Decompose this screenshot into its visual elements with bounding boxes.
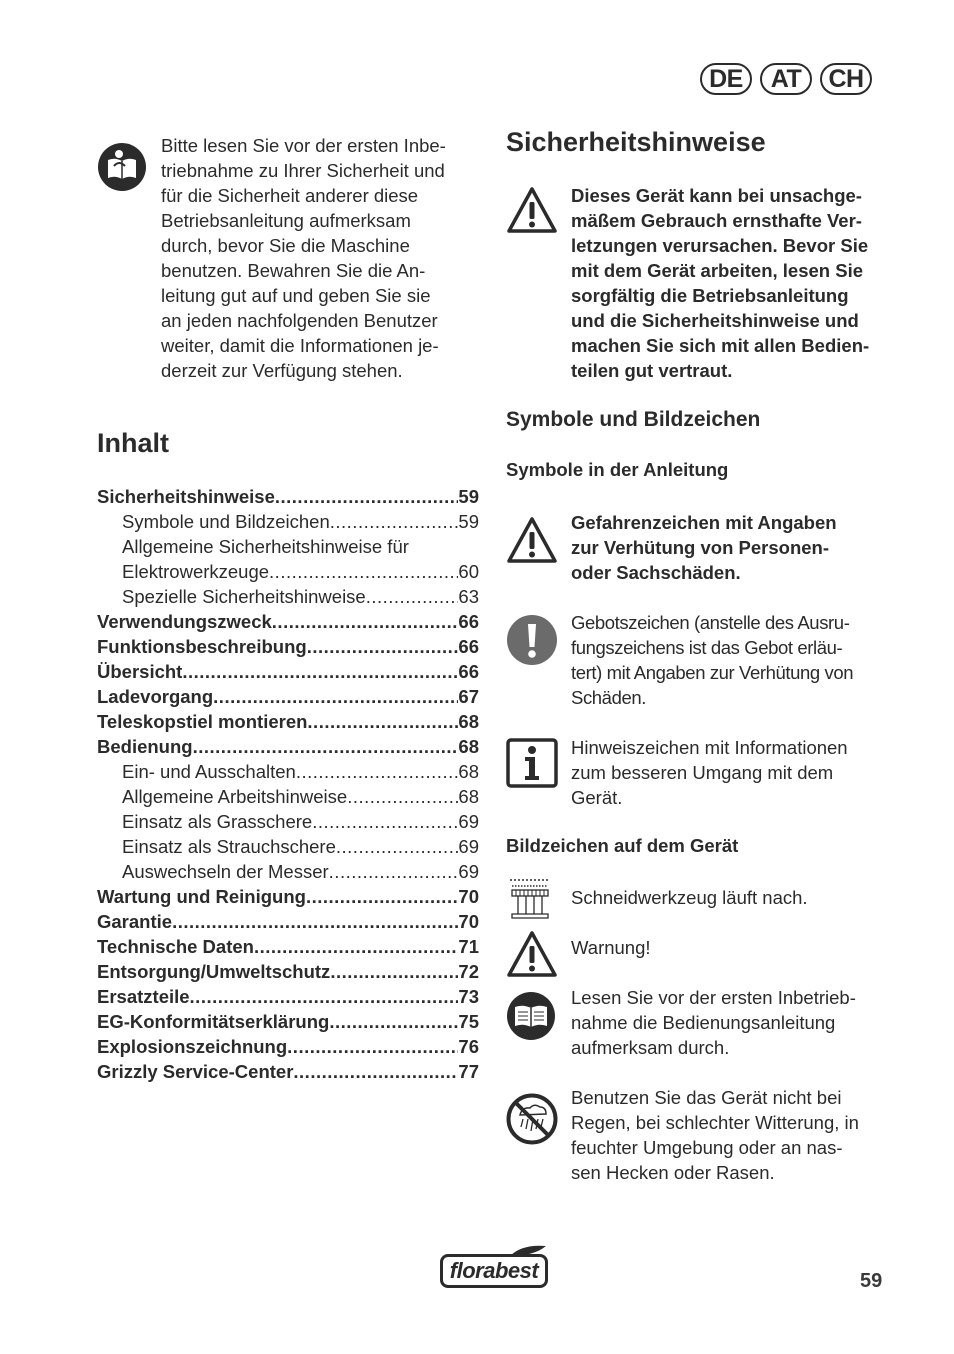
toc-entry	[97, 484, 479, 509]
toc-entry	[97, 734, 479, 759]
toc-entry	[97, 609, 479, 634]
danger-description	[571, 510, 901, 585]
toc-entry	[97, 984, 479, 1009]
toc-entry	[97, 534, 479, 559]
toc-entry-page: 59	[458, 511, 479, 532]
toc-entry-page: 73	[458, 986, 479, 1007]
toc-entry-page: 68	[458, 736, 479, 757]
toc-entry-page: 76	[458, 1036, 479, 1057]
info-line: Hinweiszeichen mit Informationen	[571, 737, 848, 758]
page-number: 59	[860, 1270, 883, 1292]
toc-entry-page: 70	[458, 886, 479, 907]
intro-line: derzeit zur Verfügung stehen.	[161, 360, 403, 381]
toc-entry-label: Entsorgung/Umweltschutz	[97, 961, 331, 982]
toc-entry-label: Teleskopstiel montieren	[97, 711, 308, 732]
country-badge-ch: CH	[820, 63, 872, 95]
toc-entry-page: 69	[458, 861, 479, 882]
intro-line: Betriebsanleitung aufmerksam	[161, 210, 411, 231]
toc-leader-dots	[312, 809, 458, 834]
toc-entry-page: 68	[458, 711, 479, 732]
toc-leader-dots	[336, 834, 459, 859]
country-badge-at: AT	[760, 63, 812, 95]
intro-line: leitung gut auf und geben Sie sie	[161, 285, 431, 306]
danger-line: Gefahrenzeichen mit Angaben	[571, 512, 837, 533]
toc-leader-dots	[347, 784, 458, 809]
toc-entry-page: 59	[458, 486, 479, 507]
toc-entry-page: 72	[458, 961, 479, 982]
intro-line: triebnahme zu Ihrer Sicherheit und	[161, 160, 445, 181]
intro-line: weiter, damit die Informationen je-	[161, 335, 439, 356]
toc-entry-page: 77	[458, 1061, 479, 1082]
danger-triangle-icon	[506, 516, 558, 564]
read-instructions-icon	[506, 991, 556, 1041]
toc-leader-dots	[366, 584, 459, 609]
info-line: Gerät.	[571, 787, 623, 808]
toc-entry-page: 66	[458, 611, 479, 632]
toc-entry-label: Auswechseln der Messer	[122, 861, 329, 882]
toc-entry-page: 66	[458, 636, 479, 657]
warning-line: sorgfältig die Betriebsanleitung	[571, 285, 849, 306]
rain-line: Regen, bei schlechter Witterung, in	[571, 1112, 859, 1133]
no-rain-icon	[506, 1093, 558, 1145]
toc-leader-dots	[213, 684, 458, 709]
safety-warning-text	[571, 183, 901, 383]
toc-leader-dots	[190, 984, 459, 1009]
toc-entry-page: 69	[458, 836, 479, 857]
toc-entry-label: Spezielle Sicherheitshinweise	[122, 586, 366, 607]
toc-entry	[97, 509, 479, 534]
intro-text	[161, 133, 491, 383]
toc-entry-label: Ein- und Ausschalten	[122, 761, 296, 782]
no-rain-description	[571, 1085, 911, 1185]
intro-line: durch, bevor Sie die Maschine	[161, 235, 410, 256]
toc-leader-dots	[293, 1059, 458, 1084]
rain-line: sen Hecken oder Rasen.	[571, 1162, 775, 1183]
florabest-logo	[438, 1244, 550, 1290]
toc-entry-page: 60	[458, 561, 479, 582]
toc-entry-label: Garantie	[97, 911, 173, 932]
toc-entry	[97, 584, 479, 609]
toc-entry	[97, 759, 479, 784]
warning-triangle-icon	[506, 186, 558, 234]
toc-entry	[97, 709, 479, 734]
manual-symbols-subtitle: Symbole in der Anleitung	[506, 459, 729, 480]
toc-entry-label: Explosionszeichnung	[97, 1036, 288, 1057]
toc-entry-label: Ersatzteile	[97, 986, 190, 1007]
mandatory-line: Gebotszeichen (anstelle des Ausru-	[571, 612, 850, 633]
toc-entry-label: Elektrowerkzeuge	[122, 561, 270, 582]
toc-leader-dots	[307, 634, 459, 659]
toc-entry	[97, 684, 479, 709]
toc-entry	[97, 1034, 479, 1059]
toc-entry-label: Wartung und Reinigung	[97, 886, 306, 907]
intro-line: Bitte lesen Sie vor der ersten Inbe-	[161, 135, 446, 156]
warning-line: mäßem Gebrauch ernsthafte Ver-	[571, 210, 862, 231]
intro-line: an jeden nachfolgenden Benutzer	[161, 310, 438, 331]
toc-entry-label: Technische Daten	[97, 936, 254, 957]
toc-leader-dots	[182, 659, 458, 684]
toc-entry-page: 66	[458, 661, 479, 682]
toc-leader-dots	[193, 734, 459, 759]
toc-leader-dots	[307, 709, 458, 734]
warning-line: letzungen verursachen. Bevor Sie	[571, 235, 869, 256]
device-symbols-subtitle: Bildzeichen auf dem Gerät	[506, 835, 739, 856]
toc-leader-dots	[272, 609, 459, 634]
toc-leader-dots	[330, 959, 458, 984]
toc-entry	[97, 909, 479, 934]
read-line: Lesen Sie vor der ersten Inbetrieb-	[571, 987, 856, 1008]
toc-entry-label: Ladevorgang	[97, 686, 214, 707]
read-line: aufmerksam durch.	[571, 1037, 730, 1058]
blade-runs-on-icon	[506, 874, 554, 920]
read-manual-icon	[97, 142, 147, 192]
toc-entry	[97, 834, 479, 859]
info-description	[571, 735, 901, 810]
info-sign-icon	[506, 738, 558, 788]
toc-entry	[97, 1009, 479, 1034]
toc-entry-page: 69	[458, 811, 479, 832]
toc-entry-label: Grizzly Service-Center	[97, 1061, 294, 1082]
toc-entry-label: Sicherheitshinweise	[97, 486, 275, 507]
toc-entry	[97, 634, 479, 659]
toc-entry-label: Übersicht	[97, 661, 183, 682]
rain-line: feuchter Umgebung oder an nas-	[571, 1137, 843, 1158]
device-warning-icon	[506, 930, 558, 978]
toc-leader-dots	[306, 884, 458, 909]
warning-line: und die Sicherheitshinweise und	[571, 310, 859, 331]
toc-entry-page: 63	[458, 586, 479, 607]
warning-line: mit dem Gerät arbeiten, lesen Sie	[571, 260, 863, 281]
toc-leader-dots	[287, 1034, 458, 1059]
mandatory-description	[571, 610, 911, 710]
device-warning-text: Warnung!	[571, 937, 651, 958]
read-line: nahme die Bedienungsanleitung	[571, 1012, 836, 1033]
toc-entry-page: 71	[458, 936, 479, 957]
toc-leader-dots	[254, 934, 458, 959]
country-badges	[700, 63, 872, 99]
mandatory-line: fungszeichens ist das Gebot erläu-	[571, 637, 843, 658]
toc-entry-label: Einsatz als Strauchschere	[122, 836, 336, 857]
toc-entry	[97, 809, 479, 834]
toc-entry-label: Verwendungszweck	[97, 611, 272, 632]
warning-line: teilen gut vertraut.	[571, 360, 733, 381]
safety-title: Sicherheitshinweise	[506, 127, 766, 157]
warning-line: Dieses Gerät kann bei unsachge-	[571, 185, 862, 206]
symbols-title: Symbole und Bildzeichen	[506, 408, 761, 431]
toc-entry-label: Bedienung	[97, 736, 193, 757]
info-line: zum besseren Umgang mit dem	[571, 762, 834, 783]
intro-line: benutzen. Bewahren Sie die An-	[161, 260, 426, 281]
toc-entry	[97, 559, 479, 584]
toc-entry	[97, 959, 479, 984]
toc-entry-page: 75	[458, 1011, 479, 1032]
toc-leader-dots	[275, 484, 459, 509]
toc-leader-dots	[172, 909, 458, 934]
toc-entry-label: Einsatz als Grasschere	[122, 811, 313, 832]
mandatory-line: tert) mit Angaben zur Verhütung von	[571, 662, 854, 683]
mandatory-sign-icon	[506, 614, 558, 666]
intro-line: für die Sicherheit anderer diese	[161, 185, 419, 206]
toc-leader-dots	[269, 559, 458, 584]
read-instructions-description	[571, 985, 911, 1060]
danger-line: oder Sachschäden.	[571, 562, 741, 583]
toc-entry	[97, 1059, 479, 1084]
toc-entry	[97, 884, 479, 909]
toc-leader-dots	[329, 859, 459, 884]
toc-entry	[97, 934, 479, 959]
blade-description: Schneidwerkzeug läuft nach.	[571, 887, 808, 908]
logo-frame	[440, 1254, 548, 1288]
toc-entry-page: 68	[458, 786, 479, 807]
warning-line: machen Sie sich mit allen Bedien-	[571, 335, 870, 356]
toc-entry-page: 70	[458, 911, 479, 932]
toc-entry	[97, 659, 479, 684]
toc-leader-dots	[329, 1009, 458, 1034]
toc-entry-label: Funktionsbeschreibung	[97, 636, 307, 657]
toc-entry-page: 68	[458, 761, 479, 782]
toc-entry	[97, 784, 479, 809]
toc-entry-label: Allgemeine Arbeitshinweise	[122, 786, 348, 807]
danger-line: zur Verhütung von Personen-	[571, 537, 829, 558]
mandatory-line: Schäden.	[571, 687, 646, 708]
brand-name: florabest	[449, 1258, 539, 1283]
table-of-contents	[97, 484, 479, 1084]
toc-entry	[97, 859, 479, 884]
toc-entry-label: EG-Konformitätserklärung	[97, 1011, 330, 1032]
country-badge-de: DE	[700, 63, 752, 95]
toc-entry-label: Symbole und Bildzeichen	[122, 511, 330, 532]
toc-entry-page: 67	[458, 686, 479, 707]
toc-leader-dots	[330, 509, 459, 534]
toc-leader-dots	[296, 759, 459, 784]
rain-line: Benutzen Sie das Gerät nicht bei	[571, 1087, 842, 1108]
toc-entry-label: Allgemeine Sicherheitshinweise für	[122, 536, 409, 557]
toc-title: Inhalt	[97, 428, 169, 458]
